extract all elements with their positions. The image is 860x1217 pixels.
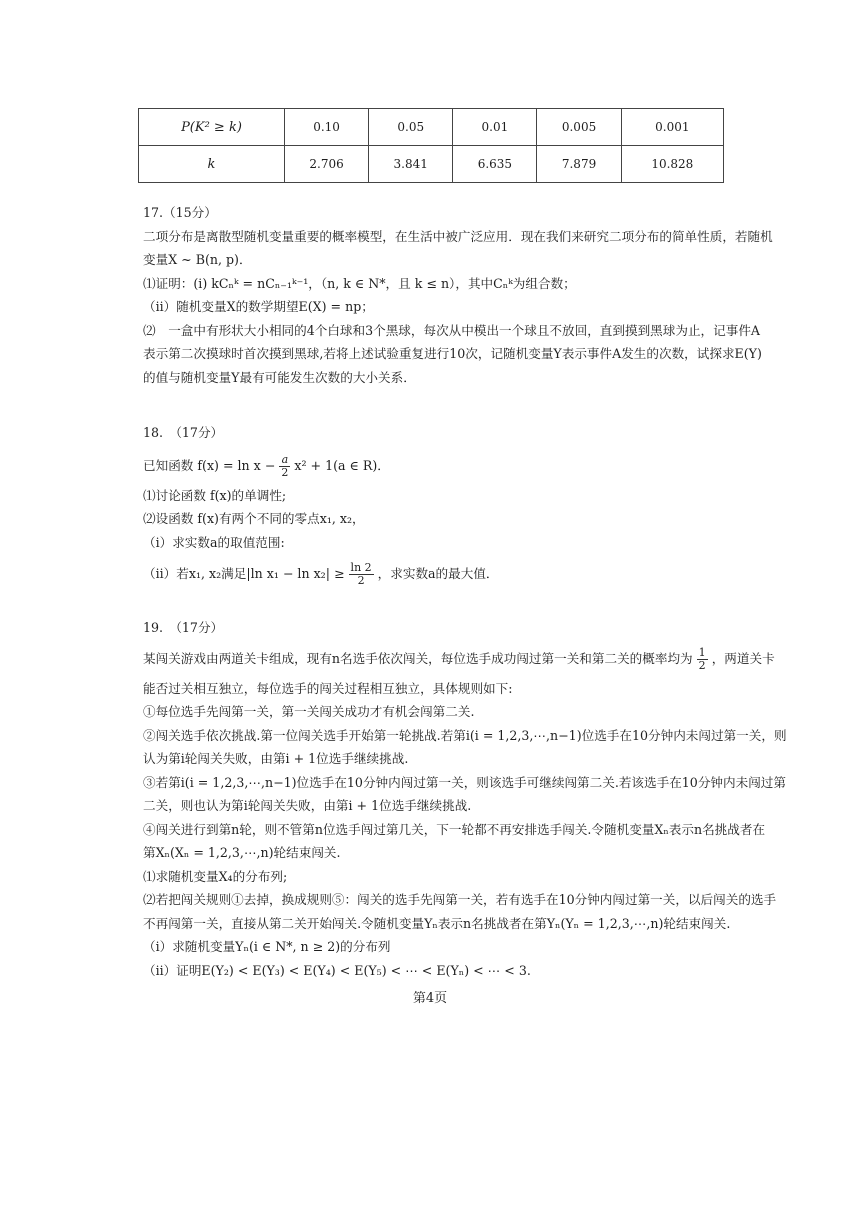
question-heading: 18. （17分）	[143, 425, 224, 440]
question-part: ⑴求随机变量X₄的分布列;	[143, 868, 288, 884]
rule-item: ②闯关选手依次挑战.第一位闯关选手开始第一轮挑战.若第i(i = 1,2,3,⋯,n−1)位选手在10分钟内未闯过第一关，则	[143, 727, 787, 743]
question-18	[143, 425, 733, 595]
fraction-numerator: ln 2	[350, 560, 372, 574]
fraction-denominator: 2	[281, 466, 289, 479]
question-part: ⑴讨论函数 f(x)的单调性;	[143, 487, 287, 503]
rule-item: 第Xₙ(Xₙ = 1,2,3,⋯,n)轮结束闯关.	[143, 845, 341, 860]
question-17	[143, 205, 773, 393]
table-row-label: P(K² ≥ k)	[139, 109, 285, 146]
subpart-text: （ii）若x₁, x₂满足|ln x₁ − ln x₂| ≥	[143, 565, 345, 581]
rule-item: ④闯关进行到第n轮，则不管第n位选手闯过第几关，下一轮都不再安排选手闯关.令随机变量Xₙ表示n名挑战者在	[143, 821, 766, 837]
question-part: ⑵ 一盒中有形状大小相同的4个白球和3个黑球，每次从中模出一个球且不放回，直到摸到黑球为止，记事件A	[143, 322, 761, 338]
table-row	[139, 109, 724, 146]
question-subpart: （i）求实数a的取值范围:	[143, 534, 285, 550]
intro-text: ，两道关卡	[711, 651, 775, 666]
question-19	[143, 620, 787, 986]
question-part: ⑵若把闯关规则①去掉，换成规则⑤：闯关的选手先闯第一关，若有选手在10分钟内闯过第一关，以后闯关的选手	[143, 892, 777, 907]
fraction-denominator: 2	[698, 659, 706, 672]
page-number: 第4页	[412, 991, 448, 1006]
question-heading: 19. （17分）	[143, 620, 224, 635]
question-text	[143, 646, 775, 672]
question-text: 变量X ~ B(n, p)．	[143, 252, 252, 267]
question-subpart: （ii）证明E(Y₂) < E(Y₃) < E(Y₄) < E(Y₅) < ⋯ < E(Yₙ) < ⋯ < 3.	[143, 962, 531, 978]
rule-item: ①每位选手先闯第一关，第一关闯关成功才有机会闯第二关.	[143, 704, 475, 719]
fraction-numerator: a	[279, 454, 290, 467]
question-part: ⑴证明：(i) kCₙᵏ = nCₙ₋₁ᵏ⁻¹，（n, k ∈ N*，且 k ≤ n），其中Cₙᵏ为组合数；	[143, 275, 576, 291]
question-text: 二项分布是离散型随机变量重要的概率模型，在生活中被广泛应用．现在我们来研究二项分布的简单性质，若随机	[143, 228, 773, 244]
question-subpart	[143, 562, 733, 587]
table-row	[139, 146, 724, 183]
table-cell: 6.635	[453, 146, 537, 183]
table-cell: 0.10	[285, 109, 369, 146]
function-definition	[143, 454, 733, 479]
fraction	[279, 454, 290, 479]
question-text: 不再闯第一关，直接从第二关开始闯关.令随机变量Yₙ表示n名挑战者在第Yₙ(Yₙ = 1,2,3,⋯,n)轮结束闯关.	[143, 915, 731, 931]
question-text: 能否过关相互独立，每位选手的闯关过程相互独立，具体规则如下:	[143, 680, 513, 696]
question-heading: 17.（15分）	[143, 205, 217, 220]
table-cell: 0.005	[537, 109, 621, 146]
subpart-text: ，求实数a的最大值．	[377, 565, 499, 581]
table-cell: 3.841	[369, 146, 453, 183]
table-cell: 10.828	[621, 146, 723, 183]
question-text: 的值与随机变量Y最有可能发生次数的大小关系．	[143, 369, 416, 385]
question-part: ⑵设函数 f(x)有两个不同的零点x₁, x₂，	[143, 511, 365, 526]
rule-item: ③若第i(i = 1,2,3,⋯,n−1)位选手在10分钟内闯过第一关，则该选手可继续闯第二关.若该选手在10分钟内未闯过第	[143, 774, 786, 790]
question-part: （ii）随机变量X的数学期望E(X) = np；	[143, 299, 374, 314]
fraction	[697, 647, 708, 672]
question-subpart: （i）求随机变量Yₙ(i ∈ N*, n ≥ 2)的分布列	[143, 939, 391, 954]
table-cell: 0.05	[369, 109, 453, 146]
critical-value-table	[138, 108, 724, 183]
rule-item: 二关，则也认为第i轮闯关失败，由第i + 1位选手继续挑战.	[143, 798, 472, 813]
function-text: 已知函数 f(x) = ln x −	[143, 458, 276, 473]
intro-text: 某闯关游戏由两道关卡组成，现有n名选手依次闯关，每位选手成功闯过第一关和第二关的概率均为	[143, 651, 693, 666]
rule-item: 认为第i轮闯关失败，由第i + 1位选手继续挑战.	[143, 751, 409, 766]
function-text: x² + 1(a ∈ R)．	[294, 458, 390, 473]
table-row-label: k	[139, 146, 285, 183]
table-cell: 2.706	[285, 146, 369, 183]
question-text: 表示第二次摸球时首次摸到黑球,若将上述试验重复进行10次，记随机变量Y表示事件A发生的次数，试探求E(Y)	[143, 346, 762, 361]
table-cell: 7.879	[537, 146, 621, 183]
table-cell: 0.001	[621, 109, 723, 146]
table-cell: 0.01	[453, 109, 537, 146]
fraction-numerator: 1	[698, 646, 706, 659]
fraction	[349, 562, 374, 587]
fraction-denominator: 2	[357, 573, 365, 587]
